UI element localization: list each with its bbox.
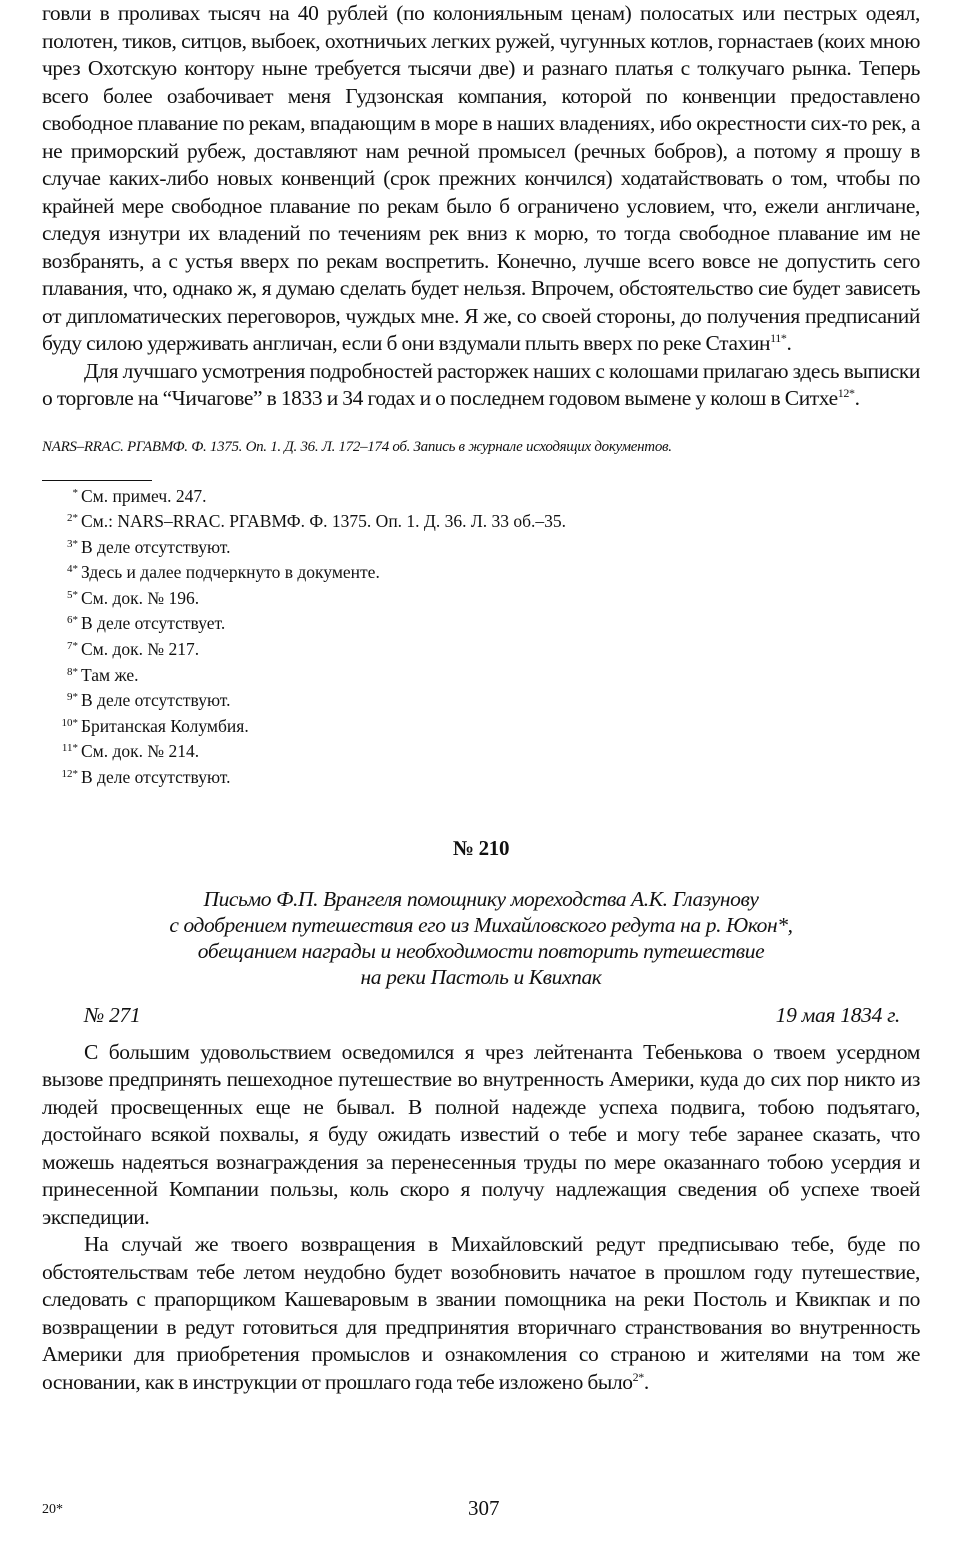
page-number: 307 <box>468 1496 500 1520</box>
footnote-text: См. док. № 217. <box>81 639 200 660</box>
archival-source: NARS–RRAC. РГАВМФ. Ф. 1375. Оп. 1. Д. 36. Л. 172–174 об. Запись в журнале исходящих документов. <box>42 438 672 455</box>
title-line: Письмо Ф.П. Врангеля помощнику мореходства А.К. Глазунову <box>203 886 759 911</box>
footnote-mark: 2* <box>67 512 78 525</box>
footnotes-list <box>42 485 920 792</box>
footnote-ref[interactable]: 12* <box>837 386 855 400</box>
paragraph <box>42 1231 920 1396</box>
document-number: № 210 <box>452 835 510 860</box>
punctuation: . <box>643 1369 649 1394</box>
book-page <box>42 0 920 1396</box>
footnote-mark: 6* <box>67 614 78 627</box>
paragraph-text: На случай же твоего возвращения в Михайловский редут предписываю тебе, буде по обстоятельствам тебе летом неудобно будет возобновить начатое в прошлом году путешествие, следовать с прапорщиком Кашеваровым в звании помощника на реки Постоль и Квикпак и по возвращении в редут готовиться для предпринятия вторичнаго странствования во внутренность Америки для приобретения промыслов и ознакомления со страною и жителями на том же основании, как в инструкции от прошлаго года тебе изложено было <box>42 1232 920 1394</box>
footnote-mark: 8* <box>67 665 78 678</box>
paragraph-text: Для лучшаго усмотрения подробностей расторжек наших с колошами прилагаю здесь выписки о торговле на “Чичагове” в 1833 и 34 годах и о последнем годовом вымене у колош в Ситхе <box>42 358 920 410</box>
title-line: с одобрением путешествия его из Михайловского редута на р. Юкон*, <box>169 912 793 937</box>
title-line: на реки Пастоль и Квихпак <box>360 964 602 989</box>
footnote-text: В деле отсутствуют. <box>81 767 231 788</box>
footnote-mark: * <box>72 486 78 499</box>
document-date: 19 мая 1834 г. <box>775 1002 900 1027</box>
paragraph-text: говли в проливах тысяч на 40 рублей (по колонияльным ценам) полосатых или пестрых одеял, полотен, тиков, ситцов, выбоек, охотничьих легких ружей, чугунных котлов, горнастаев (коих мною чрез Охотскую контору ныне требуется тысячи две) и разнаго платья с толкучаго рынка. Теперь всего более озабочивает меня Гудзонская компания, которой по конвенции предоставлено свободное плавание по рекам, впадающим в море в наших владениях, ибо окрестности сих-то рек, а не приморский рубеж, доставляют нам речной промысел (речных бобров), а потому я прошу в случае каких-либо новых конвенций (срок прежних кончился) ходатайствовать о том, чтобы по крайней мере свободное плавание по рекам было б ограничено условием, что, ежели англичане, следуя изнутри их владений по течениям рек вниз к морю, то тогда свободное плавание им не возбранять, а с устья вверх по рекам воспретить. Конечно, лучше всего вовсе не допустить сего плавания, что, однако ж, я думаю сделать будет нельзя. Впрочем, обстоятельство сие будет зависеть от дипломатических переговоров, чуждых мне. Я же, со своей стороны, до получения предписаний буду силою удерживать англичан, если б они вздумали плыть вверх по реке Стахин <box>42 1 920 355</box>
footnote-mark: 9* <box>67 691 78 704</box>
footnote-text: Здесь и далее подчеркнуто в документе. <box>81 562 380 583</box>
footnote <box>42 612 920 638</box>
footnote-text: См. примеч. 247. <box>81 485 207 506</box>
footnote-text: В деле отсутствует. <box>81 613 226 634</box>
footnote-separator <box>42 480 152 481</box>
paragraph <box>42 358 920 413</box>
punctuation: . <box>786 331 792 355</box>
footnote-text: В деле отсутствуют. <box>81 690 231 711</box>
footnote-ref[interactable]: 2* <box>632 1369 644 1384</box>
footnote-mark: 7* <box>67 640 78 653</box>
footnote-text: Там же. <box>81 664 139 685</box>
footnote <box>42 689 920 715</box>
paragraph-text: С большим удовольствием осведомился я чрез лейтенанта Тебенькова о твоем усердном вызове предпринять пешеходное путешествие во внутренность Америки, куда до сих пор никто из людей просвещенных еще не бывал. В полной надежде успеха подвига, тобою подъятаго, достойнаго всякой похвалы, я буду ожидать известий о тебе и могу тебе заранее сказать, что можешь надеяться вознаграждения за перенесенныя труды по мере оказаннаго тобою усердия и принесенной Компании пользы, коль скоро я получу надлежащия сведения об успехе твоей экспедиции. <box>42 1039 920 1229</box>
document-title <box>42 886 920 990</box>
footnote-mark: 11* <box>61 742 78 755</box>
footnote-mark: 3* <box>67 537 78 550</box>
footnote-text: См.: NARS–RRAC. РГАВМФ. Ф. 1375. Оп. 1. Д. 36. Л. 33 об.–35. <box>81 511 567 532</box>
footnote <box>42 715 920 741</box>
footnote <box>42 510 920 536</box>
footnote-text: См. док. № 196. <box>81 587 200 608</box>
footnote-mark: 5* <box>67 588 78 601</box>
footnote <box>42 587 920 613</box>
footnote-text: Британская Колумбия. <box>81 715 249 736</box>
footnote-mark: 4* <box>67 563 78 576</box>
paragraph <box>42 1039 920 1232</box>
footnote <box>42 638 920 664</box>
letter-body <box>42 1039 920 1397</box>
footnote-mark: 12* <box>61 768 78 781</box>
footnote-text: В деле отсутствуют. <box>81 536 231 557</box>
printer-signature: 20* <box>42 1502 63 1517</box>
footnote-ref[interactable]: 11* <box>770 331 787 345</box>
outgoing-number: № 271 <box>84 1002 141 1027</box>
previous-document-continuation <box>42 0 920 413</box>
title-line: обещанием награды и необходимости повторить путешествие <box>197 938 765 963</box>
footnote <box>42 485 920 511</box>
footnote <box>42 740 920 766</box>
footnote-mark: 10* <box>61 716 78 729</box>
document-meta <box>42 1003 920 1028</box>
footnote <box>42 664 920 690</box>
paragraph <box>42 0 920 358</box>
footnote <box>42 766 920 792</box>
punctuation: . <box>854 386 860 410</box>
footnote <box>42 536 920 562</box>
footnote <box>42 561 920 587</box>
footnote-text: См. док. № 214. <box>81 741 200 762</box>
